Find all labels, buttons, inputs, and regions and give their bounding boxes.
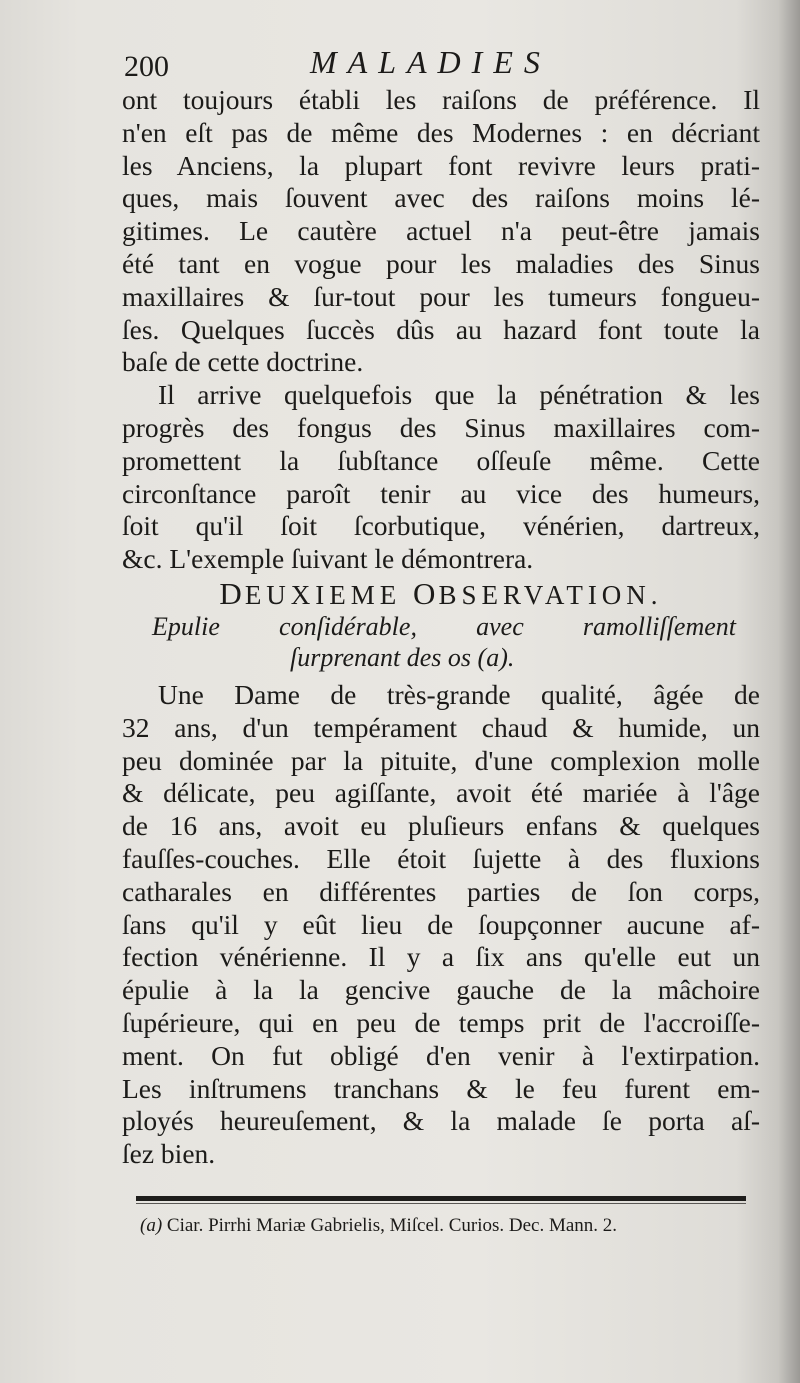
text-line: ont toujours établi les raiſons de préférence. Il bbox=[122, 84, 760, 115]
text-line: 32 ans, d'un tempérament chaud & humide, un bbox=[122, 711, 760, 743]
paragraph bbox=[122, 679, 760, 1171]
text-line: ment. On fut obligé d'en venir à l'extirpation. bbox=[122, 1039, 760, 1071]
text-line: fection vénérienne. Il y a ſix ans qu'elle eut un bbox=[122, 941, 760, 973]
text-line: ſez bien. bbox=[122, 1138, 216, 1170]
text-line: épulie à la la gencive gauche de la mâchoire bbox=[122, 974, 760, 1006]
text-line: ſes. Quelques ſuccès dûs au hazard font toute la bbox=[122, 313, 760, 345]
paragraph bbox=[122, 379, 760, 576]
text-line: Une Dame de très-grande qualité, âgée de bbox=[158, 678, 760, 710]
text-line: catharales en différentes parties de ſon corps, bbox=[122, 875, 760, 907]
text-line: de 16 ans, avoit eu pluſieurs enfans & quelques bbox=[122, 810, 760, 842]
text-line: ſans qu'il y eût lieu de ſoupçonner aucune af- bbox=[122, 908, 760, 940]
subheading-line: ſurprenant des os (a). bbox=[290, 642, 515, 672]
section-heading bbox=[122, 575, 760, 611]
page-body bbox=[122, 84, 760, 1171]
running-head: MALADIES bbox=[310, 44, 551, 80]
footnote-marker: (a) bbox=[140, 1215, 163, 1236]
text-line: ployés heureuſement, & la malade ſe porta aſ- bbox=[122, 1105, 760, 1137]
paragraph bbox=[122, 84, 760, 379]
footnote-text: Ciar. Pirrhi Mariæ Gabrielis, Miſcel. Curios. Dec. Mann. 2. bbox=[166, 1215, 618, 1236]
heading-initial: D bbox=[219, 575, 245, 611]
subheading-line: Epulie conſidérable, avec ramolliſſement bbox=[152, 611, 736, 641]
text-line: été tant en vogue pour les maladies des Sinus bbox=[122, 247, 760, 279]
text-line: maxillaires & ſur-tout pour les tumeurs fongueu- bbox=[122, 280, 760, 312]
footnote-rule-thin bbox=[136, 1203, 746, 1204]
text-line: fauſſes-couches. Elle étoit ſujette à des fluxions bbox=[122, 842, 760, 874]
page-edge-shadow bbox=[778, 0, 800, 1383]
heading-initial: O bbox=[413, 575, 439, 611]
page-number: 200 bbox=[124, 50, 169, 83]
text-line: & délicate, peu agiſſante, avoit été mariée à l'âge bbox=[122, 777, 760, 809]
text-line: &c. L'exemple ſuivant le démontrera. bbox=[122, 543, 534, 575]
page-header bbox=[124, 44, 764, 88]
heading-word: BSERVATION. bbox=[438, 579, 663, 610]
text-line: ques, mais ſouvent avec des raiſons moins lé- bbox=[122, 182, 760, 214]
text-line: ſupérieure, qui en peu de temps prit de l'accroiſſe- bbox=[122, 1006, 760, 1038]
footnote bbox=[140, 1215, 617, 1237]
text-line: les Anciens, la plupart font revivre leurs prati- bbox=[122, 149, 760, 181]
text-line: peu dominée par la pituite, d'une complexion molle bbox=[122, 744, 760, 776]
text-line: circonſtance paroît tenir au vice des humeurs, bbox=[122, 477, 760, 509]
text-line: promettent la ſubſtance oſſeuſe même. Cette bbox=[122, 444, 760, 476]
text-line: n'en eſt pas de même des Modernes : en décriant bbox=[122, 116, 760, 148]
text-line: progrès des fongus des Sinus maxillaires com- bbox=[122, 411, 760, 443]
text-line: Les inſtrumens tranchans & le feu furent em- bbox=[122, 1072, 760, 1104]
text-line: ſoit qu'il ſoit ſcorbutique, vénérien, dartreux, bbox=[122, 510, 760, 542]
text-line: baſe de cette doctrine. bbox=[122, 346, 364, 378]
footnote-rule bbox=[136, 1196, 746, 1201]
text-line: gitimes. Le cautère actuel n'a peut-être jamais bbox=[122, 215, 760, 247]
heading-word: EUXIEME bbox=[244, 579, 402, 610]
text-line: Il arrive quelquefois que la pénétration & les bbox=[158, 379, 760, 411]
